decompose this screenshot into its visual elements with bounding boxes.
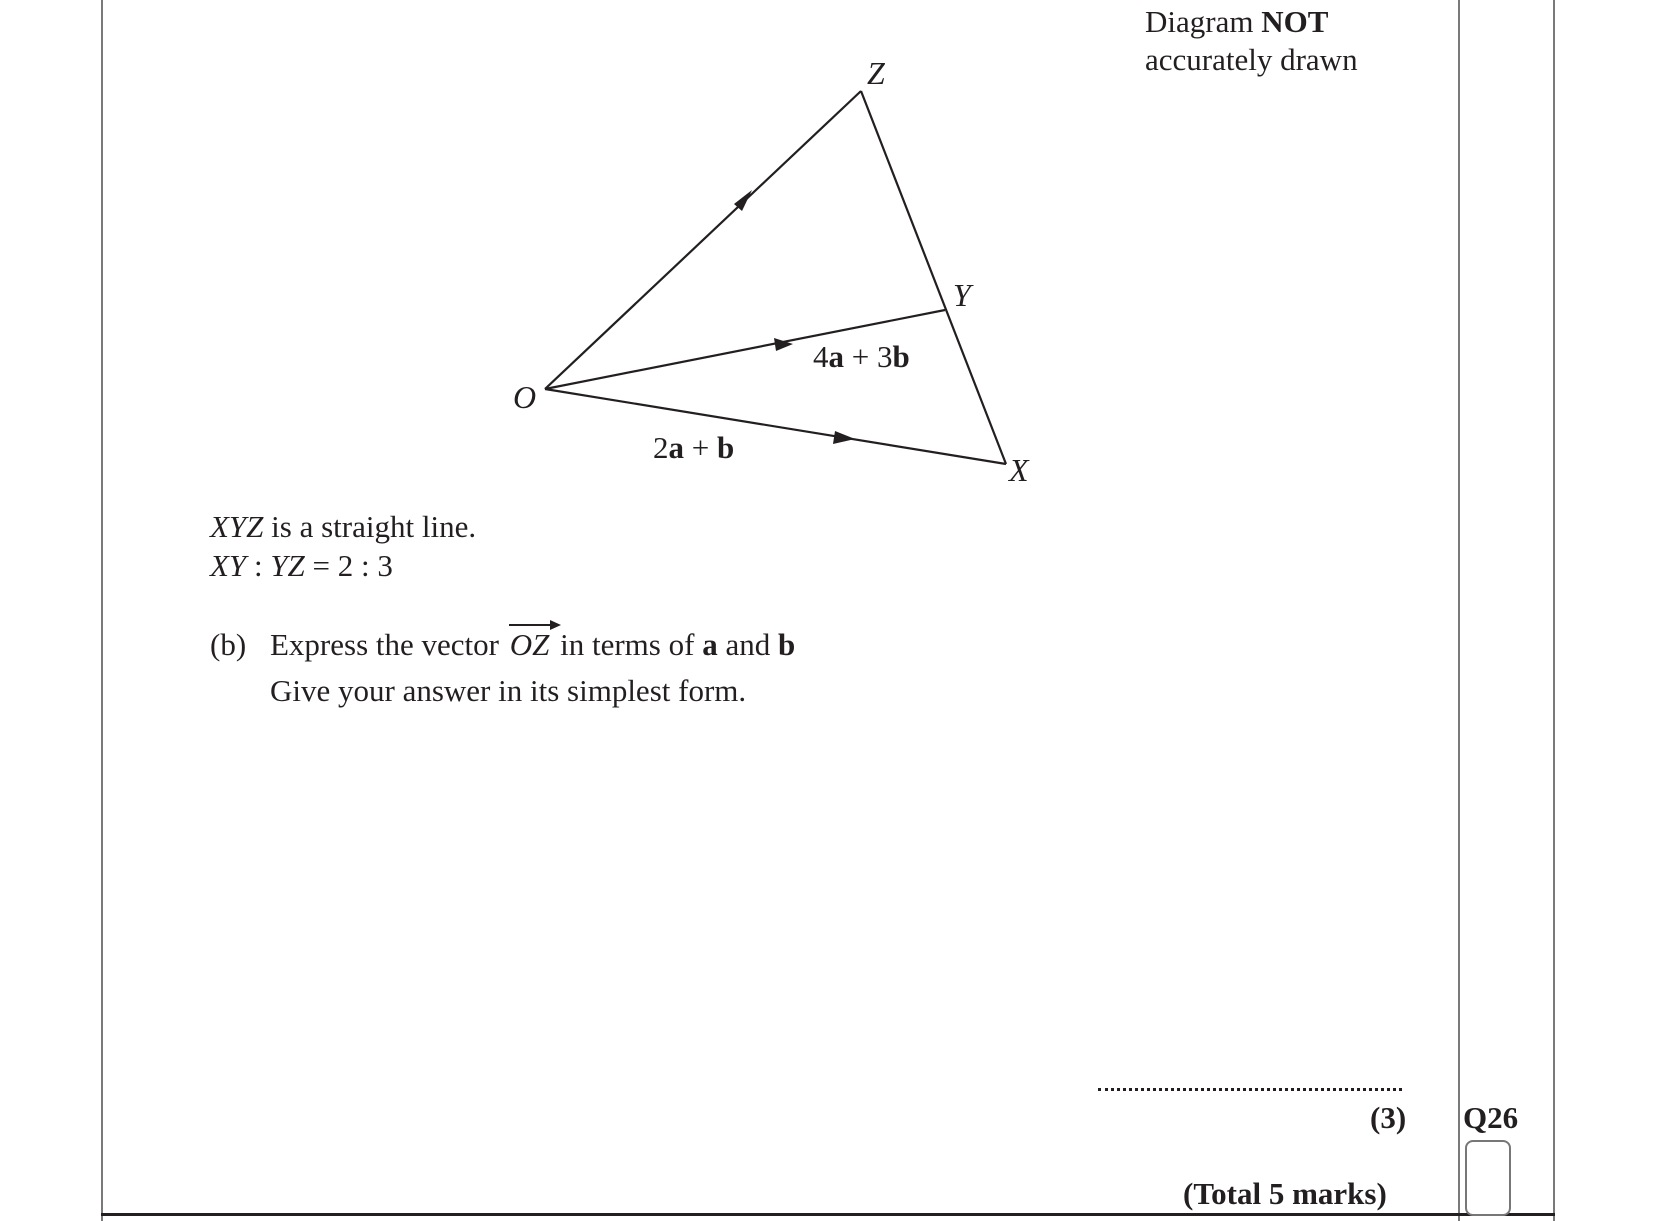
given-line1: XYZ is a straight line. (210, 509, 477, 544)
marks-label: (3) (1370, 1100, 1407, 1135)
total-marks: (Total 5 marks) (1183, 1176, 1387, 1211)
examiner-mark-box (1465, 1140, 1511, 1216)
arrow-ox (833, 431, 855, 444)
point-label-o: O (513, 379, 537, 415)
point-label-y: Y (953, 277, 971, 313)
line-ox (545, 389, 1006, 464)
question-text-line2: Give your answer in its simplest form. (270, 673, 747, 708)
given-line2: XY : YZ = 2 : 3 (210, 548, 393, 583)
question-number: Q26 (1463, 1100, 1519, 1135)
diagram-note-line2: accurately drawn (1145, 42, 1358, 77)
question-part-label: (b) (210, 627, 247, 662)
point-label-z: Z (867, 55, 885, 91)
question-text-line1: Express the vector OZ in terms of a and b (270, 625, 795, 664)
vector-oz: OZ (507, 625, 553, 664)
line-zx (861, 91, 1006, 464)
given-info (210, 507, 476, 585)
answer-line[interactable] (1098, 1088, 1402, 1091)
vector-arrow-icon (507, 618, 563, 632)
point-label-x: X (1009, 452, 1029, 488)
label-ox-vector: 2a + b (653, 430, 735, 465)
diagram-note-line1: Diagram NOT (1145, 4, 1329, 39)
label-oy-vector: 4a + 3b (813, 339, 910, 374)
